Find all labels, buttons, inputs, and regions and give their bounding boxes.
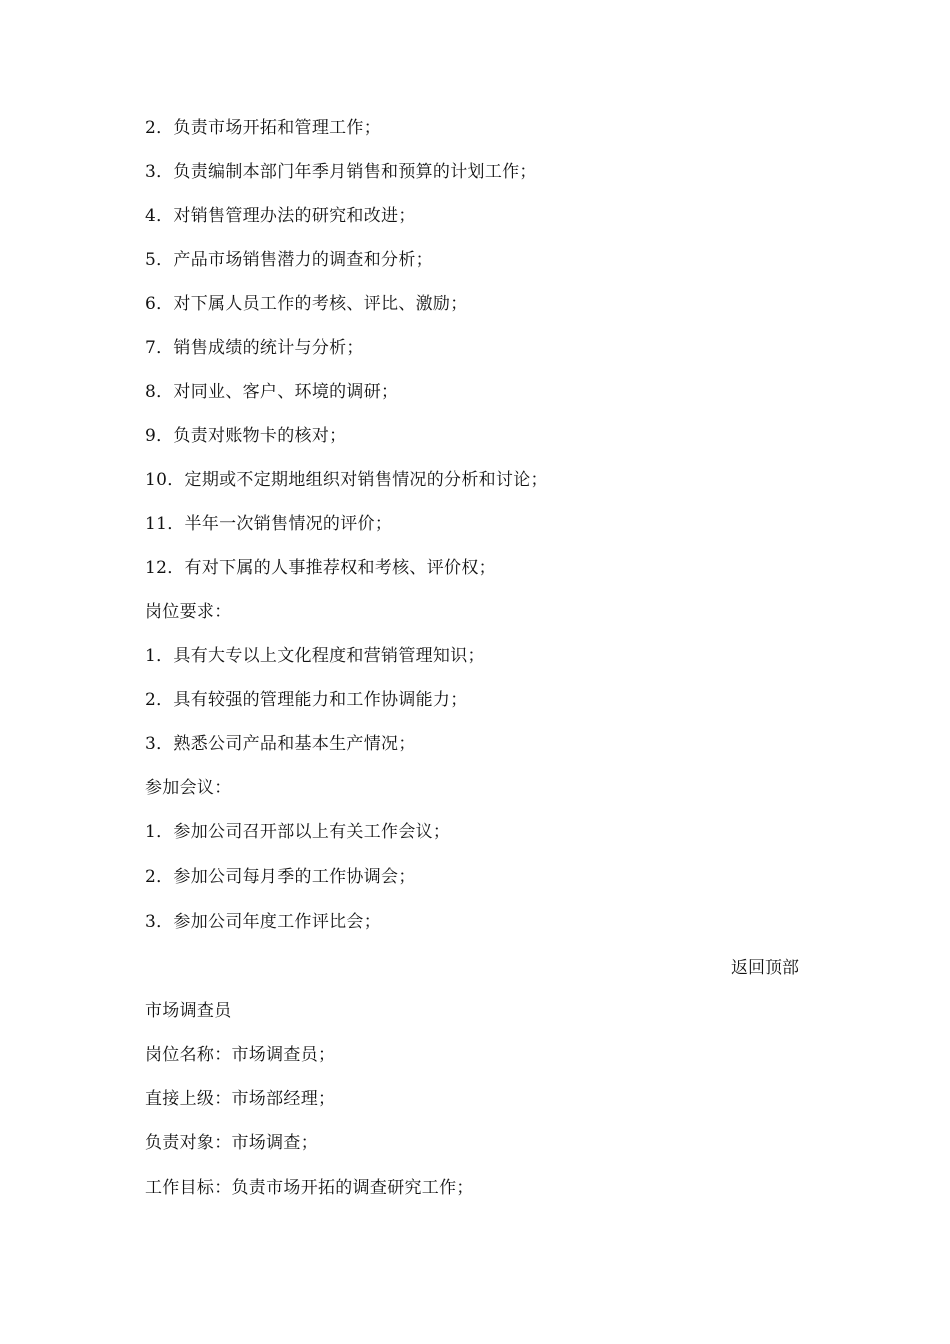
position-name: 岗位名称：市场调查员； (145, 1045, 336, 1065)
meeting-item-1: 1．参加公司召开部以上有关工作会议； (145, 822, 451, 842)
meeting-item-3: 3．参加公司年度工作评比会； (145, 912, 382, 932)
duty-item-2: 2．负责市场开拓和管理工作； (145, 118, 382, 138)
duty-item-7: 7．销售成绩的统计与分析； (145, 338, 364, 358)
direct-supervisor: 直接上级：市场部经理； (145, 1089, 336, 1109)
duty-item-12: 12．有对下属的人事推荐权和考核、评价权； (145, 558, 496, 578)
requirement-item-3: 3．熟悉公司产品和基本生产情况； (145, 734, 416, 754)
requirement-item-2: 2．具有较强的管理能力和工作协调能力； (145, 690, 468, 710)
duty-item-8: 8．对同业、客户、环境的调研； (145, 382, 399, 402)
duty-item-4: 4．对销售管理办法的研究和改进； (145, 206, 416, 226)
duty-item-11: 11．半年一次销售情况的评价； (145, 514, 393, 534)
back-to-top-link[interactable]: 返回顶部 (731, 958, 799, 978)
meetings-heading: 参加会议： (145, 778, 232, 798)
duty-item-9: 9．负责对账物卡的核对； (145, 426, 347, 446)
duty-item-6: 6．对下属人员工作的考核、评比、激励； (145, 294, 468, 314)
duty-item-10: 10．定期或不定期地组织对销售情况的分析和讨论； (145, 470, 548, 490)
section-title: 市场调查员 (145, 1001, 232, 1021)
responsible-object: 负责对象：市场调查； (145, 1133, 318, 1153)
requirements-heading: 岗位要求： (145, 602, 232, 622)
meeting-item-2: 2．参加公司每月季的工作协调会； (145, 867, 416, 887)
work-goal: 工作目标：负责市场开拓的调查研究工作； (145, 1178, 474, 1198)
requirement-item-1: 1．具有大专以上文化程度和营销管理知识； (145, 646, 485, 666)
duty-item-3: 3．负责编制本部门年季月销售和预算的计划工作； (145, 162, 537, 182)
duty-item-5: 5．产品市场销售潜力的调查和分析； (145, 250, 433, 270)
